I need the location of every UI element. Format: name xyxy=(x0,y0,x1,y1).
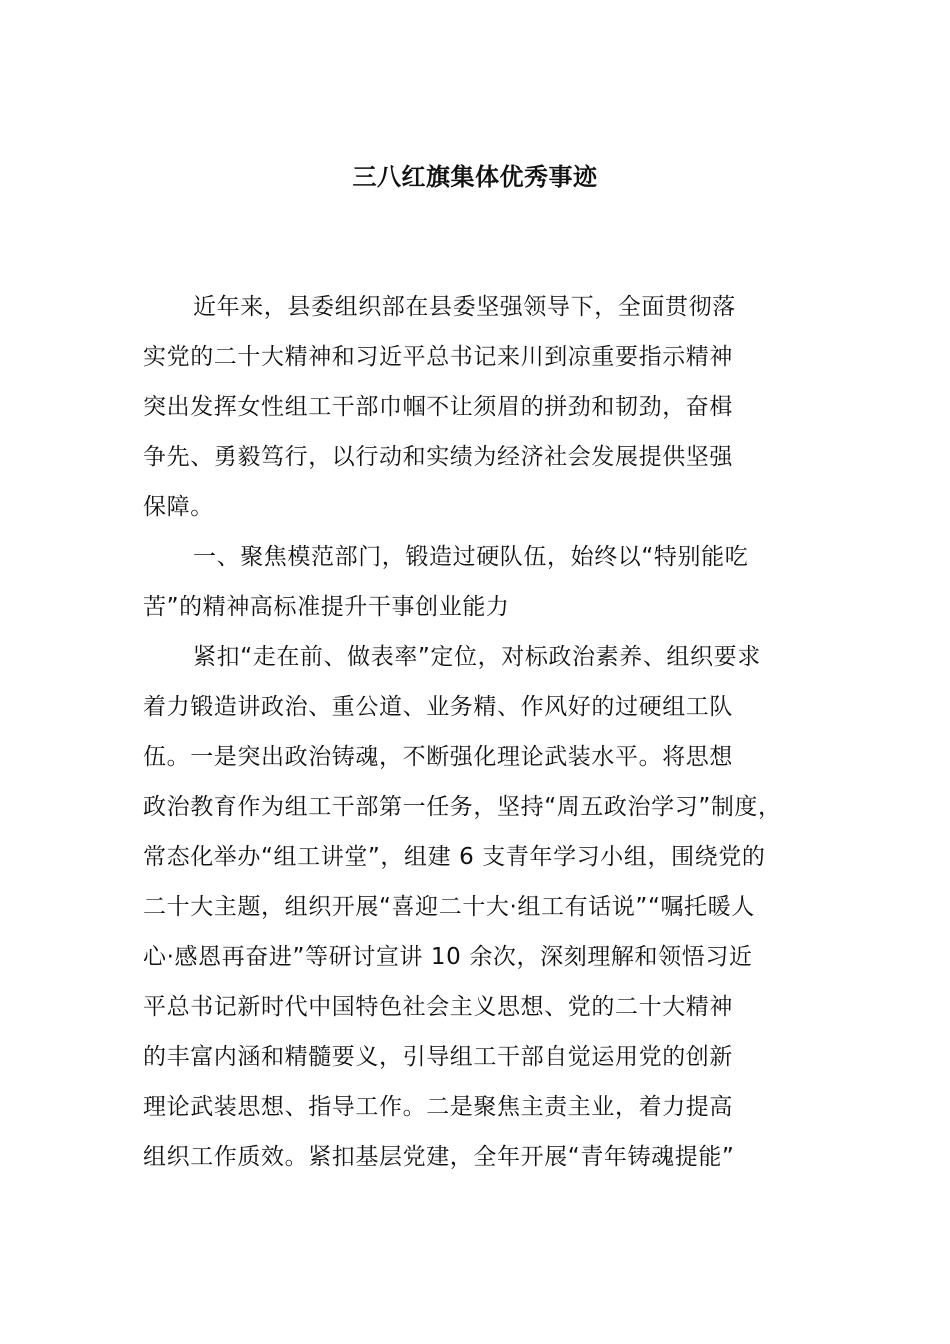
section-heading-line: 苦”的精神高标准提升干事创业能力 xyxy=(143,594,510,620)
paragraph-line: 二十大主题，组织开展“喜迎二十大·组工有话说”“嘱托暖人 xyxy=(143,894,755,920)
document-body xyxy=(143,282,833,1182)
paragraph-line: 的丰富内涵和精髓要义，引导组工干部自觉运用党的创新 xyxy=(143,1044,733,1070)
paragraph-line: 组织工作质效。紧扣基层党建，全年开展“青年铸魂提能” xyxy=(143,1144,735,1170)
paragraph-line: 伍。一是突出政治铸魂，不断强化理论武装水平。将思想 xyxy=(143,744,733,770)
paragraph-line: 紧扣“走在前、做表率”定位，对标政治素养、组织要求 xyxy=(193,644,761,670)
paragraph-line: 政治教育作为组工干部第一任务，坚持“周五政治学习”制度， xyxy=(143,794,782,820)
paragraph-line: 近年来，县委组织部在县委坚强领导下，全面贯彻落 xyxy=(193,294,736,320)
paragraph-line: 保障。 xyxy=(143,494,214,520)
paragraph-line: 着力锻造讲政治、重公道、业务精、作风好的过硬组工队 xyxy=(143,694,733,720)
paragraph-line: 心·感恩再奋进”等研讨宣讲 10 余次，深刻理解和领悟习近 xyxy=(143,944,753,970)
paragraph-line: 平总书记新时代中国特色社会主义思想、党的二十大精神 xyxy=(143,994,733,1020)
document-title: 三八红旗集体优秀事迹 xyxy=(352,163,598,191)
paragraph-line: 常态化举办“组工讲堂”，组建 6 支青年学习小组，围绕党的 xyxy=(143,844,766,870)
paragraph-line: 争先、勇毅笃行，以行动和实绩为经济社会发展提供坚强 xyxy=(143,444,733,470)
paragraph-line: 突出发挥女性组工干部巾帼不让须眉的拼劲和韧劲，奋楫 xyxy=(143,394,733,420)
section-heading-line: 一、聚焦模范部门，锻造过硬队伍，始终以“特别能吃 xyxy=(193,544,749,570)
paragraph-line: 实党的二十大精神和习近平总书记来川到凉重要指示精神 xyxy=(143,344,733,370)
paragraph-line: 理论武装思想、指导工作。二是聚焦主责主业，着力提高 xyxy=(143,1094,733,1120)
